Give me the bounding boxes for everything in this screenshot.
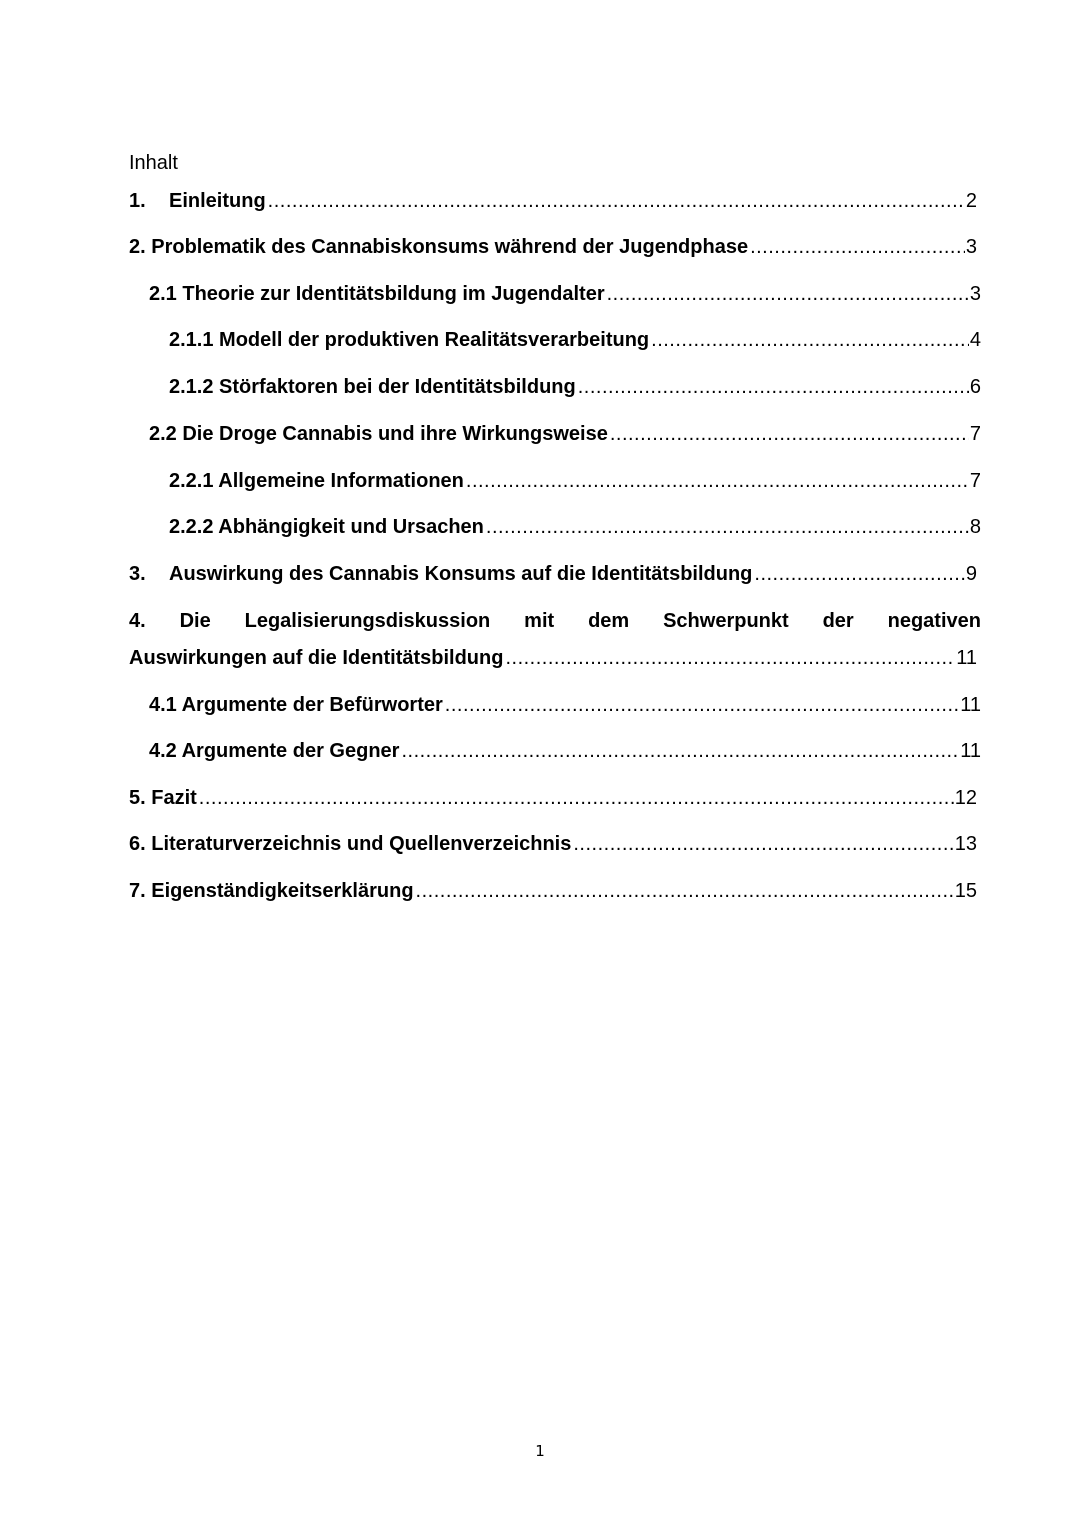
toc-entry-number: 4. (129, 610, 146, 632)
toc-leader-dots (505, 646, 955, 670)
toc-entry-abhaengigkeit (169, 515, 981, 539)
toc-entry-auswirkung (129, 562, 977, 586)
toc-entry-page: 15 (954, 880, 977, 902)
toc-entry-title: 2. Problematik des Cannabiskonsums während der Jugendphase (129, 236, 749, 258)
toc-leader-dots (445, 693, 959, 717)
toc-entry-page: 13 (954, 833, 977, 855)
toc-entry-legalisierung-line2 (129, 646, 977, 670)
toc-entry-title: 2.1.2 Störfaktoren bei der Identitätsbildung (169, 376, 576, 398)
footer-page-number: 1 (535, 1442, 545, 1460)
toc-leader-dots (416, 879, 954, 903)
toc-entry-word: Die (179, 610, 211, 632)
toc-entry-literaturverzeichnis (129, 832, 977, 856)
toc-entry-title: 2.1 Theorie zur Identitätsbildung im Jugendalter (149, 283, 605, 305)
toc-leader-dots (610, 422, 969, 446)
toc-entry-title: 2.2.1 Allgemeine Informationen (169, 470, 464, 492)
toc-entry-eigenstaendigkeitserklaerung (129, 879, 977, 903)
toc-entry-word: Legalisierungsdiskussion (244, 610, 491, 632)
toc-entry-page: 3 (965, 236, 977, 258)
toc-leader-dots (750, 235, 965, 259)
toc-entry-word: der (822, 610, 854, 632)
toc-entry-einleitung (129, 189, 977, 213)
toc-entry-page: 2 (965, 190, 977, 212)
toc-entry-title: 4.2 Argumente der Gegner (149, 740, 400, 762)
toc-leader-dots (268, 189, 965, 213)
toc-leader-dots (401, 739, 959, 763)
toc-entry-allgemeine-informationen (169, 469, 981, 493)
toc-entry-title: 6. Literaturverzeichnis und Quellenverzeichnis (129, 833, 572, 855)
toc-entry-title: 2.2 Die Droge Cannabis und ihre Wirkungsweise (149, 423, 608, 445)
toc-leader-dots (578, 375, 969, 399)
toc-entry-word: negativen (887, 610, 981, 632)
toc-entry-title: 2.1.1 Modell der produktiven Realitätsverarbeitung (169, 329, 650, 351)
toc-entry-theorie (149, 282, 981, 306)
toc-entry-fazit (129, 786, 977, 810)
toc-leader-dots (607, 282, 969, 306)
toc-heading: Inhalt (129, 152, 178, 174)
toc-entry-gegner (149, 739, 981, 763)
toc-leader-dots (754, 562, 964, 586)
toc-entry-legalisierung-line1 (129, 609, 981, 633)
toc-entry-number: 1. (129, 190, 146, 212)
toc-leader-dots (199, 786, 954, 810)
toc-leader-dots (573, 832, 953, 856)
toc-entry-page: 11 (956, 647, 977, 669)
toc-entry-page: 4 (969, 329, 981, 351)
toc-entry-page: 6 (969, 376, 981, 398)
toc-entry-page: 8 (969, 516, 981, 538)
toc-entry-word: dem (588, 610, 630, 632)
toc-leader-dots (486, 515, 969, 539)
toc-entry-title: 5. Fazit (129, 787, 197, 809)
toc-entry-page: 7 (969, 470, 981, 492)
toc-entry-page: 7 (969, 423, 981, 445)
toc-entry-page: 11 (960, 694, 981, 716)
toc-entry-title: Auswirkung des Cannabis Konsums auf die Identitätsbildung (169, 563, 753, 585)
toc-entry-title: 2.2.2 Abhängigkeit und Ursachen (169, 516, 484, 538)
toc-entry-page: 11 (960, 740, 981, 762)
toc-entry-page: 12 (954, 787, 977, 809)
toc-entry-title: Einleitung (169, 190, 266, 212)
toc-entry-stoerfaktoren (169, 375, 981, 399)
toc-leader-dots (651, 328, 969, 352)
toc-entry-title: 7. Eigenständigkeitserklärung (129, 880, 414, 902)
toc-entry-problematik (129, 235, 977, 259)
toc-entry-modell (169, 328, 981, 352)
toc-entry-befuerworter (149, 693, 981, 717)
toc-entry-droge-cannabis (149, 422, 981, 446)
toc-entry-title: 4.1 Argumente der Befürworter (149, 694, 443, 716)
toc-entry-page: 3 (969, 283, 981, 305)
toc-entry-number: 3. (129, 563, 146, 585)
toc-entry-page: 9 (965, 563, 977, 585)
toc-entry-word: Schwerpunkt (663, 610, 789, 632)
toc-entry-word: mit (524, 610, 555, 632)
toc-entry-title: Auswirkungen auf die Identitätsbildung (129, 647, 504, 669)
toc-leader-dots (466, 469, 969, 493)
